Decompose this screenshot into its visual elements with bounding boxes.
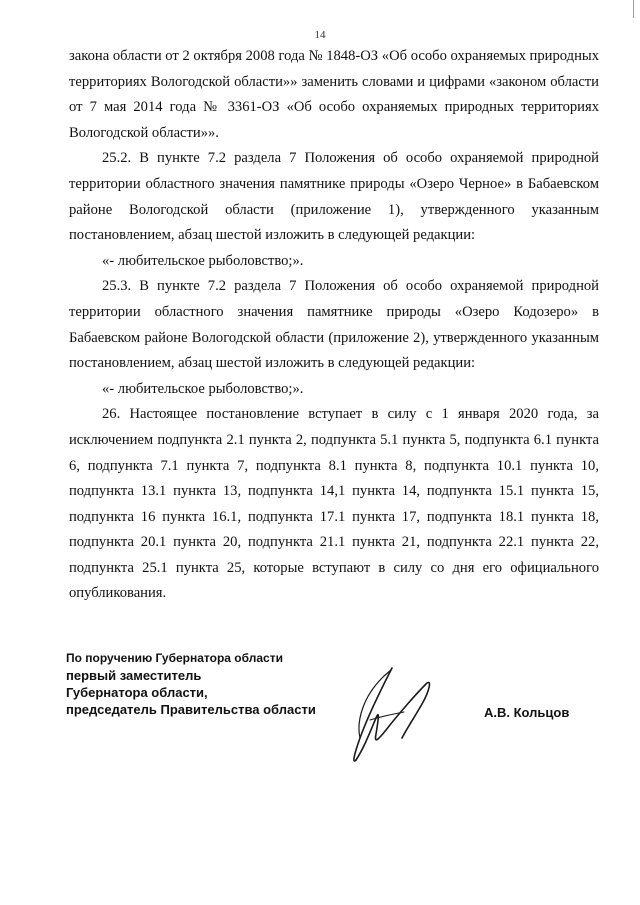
signatory-line-4: председатель Правительства области xyxy=(66,702,316,717)
signatory-line-1: По поручению Губернатора области xyxy=(66,651,283,665)
paragraph-25-2: 25.2. В пункте 7.2 раздела 7 Положения об особо охраняемой природной территории областного значения памятнике природы «Озеро Черное» в Бабаевском районе Вологодской области (приложение 1), утвержденного указанным постановлением, абзац шестой изложить в следующей редакции: xyxy=(69,150,599,244)
paragraph-25-2-quote: «- любительское рыболовство;». xyxy=(102,252,304,269)
signatory-title-block xyxy=(66,650,316,718)
signatory-line-2: первый заместитель xyxy=(66,668,202,683)
paragraph-26: 26. Настоящее постановление вступает в силу с 1 января 2020 года, за исключением подпункта 2.1 пункта 2, подпункта 5.1 пункта 5, подпункта 6.1 пункта 6, подпункта 7.1 пункта 7, подпункта 8.1 пункта 8, подпункта 10.1 пункта 10, подпункта 13.1 пункта 13, подпункта 14,1 пункта 14, подпункта 15.1 пункта 15, подпункта 16 пункта 16.1, подпункта 17.1 пункта 17, подпункта 18.1 пункта 18, подпункта 20.1 пункта 20, подпункта 21.1 пункта 21, подпункта 22.1 пункта 22, подпункта 25.1 пункта 25, которые вступают в силу со дня его официального опубликования. xyxy=(69,406,599,602)
scan-edge-mark xyxy=(633,0,634,18)
handwritten-signature xyxy=(330,660,460,770)
paragraph-25-3-quote: «- любительское рыболовство;». xyxy=(102,380,304,397)
paragraph-25-3: 25.3. В пункте 7.2 раздела 7 Положения об особо охраняемой природной территории областного значения памятнике природы «Озеро Кодозеро» в Бабаевском районе Вологодской области (приложение 2), утвержденного указанным постановлением, абзац шестой изложить в следующей редакции: xyxy=(69,278,599,372)
document-body xyxy=(69,44,599,607)
signer-name: А.В. Кольцов xyxy=(484,705,570,720)
paragraph-continuation: закона области от 2 октября 2008 года № 1848-ОЗ «Об особо охраняемых природных территориях Вологодской области»» заменить словами и цифрами «законом области от 7 мая 2014 года № 3361-ОЗ «Об особо охраняемых природных территориях Вологодской области»». xyxy=(69,48,599,141)
page-number: 14 xyxy=(314,29,326,41)
signatory-line-3: Губернатора области, xyxy=(66,685,208,700)
